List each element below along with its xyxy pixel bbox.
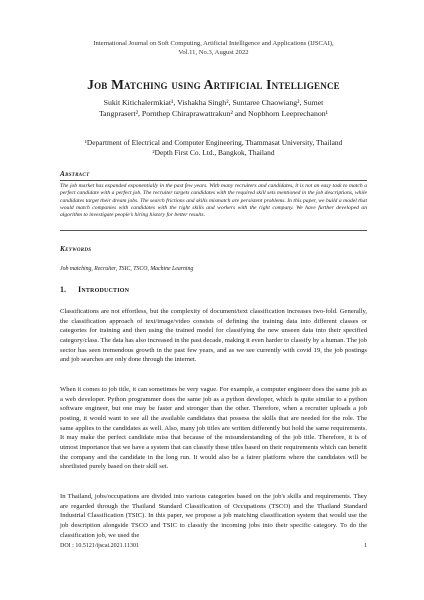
- page-number: 1: [364, 543, 367, 549]
- keywords-text: Job matching, Recruiter, TSIC, TSCO, Machine Learning: [60, 266, 194, 272]
- section-title: Introduction: [78, 285, 130, 294]
- abstract-bottom-rule: [60, 230, 367, 231]
- section-number: 1.: [60, 285, 66, 294]
- paper-title: Job Matching using Artificial Intelligence: [87, 77, 340, 92]
- keywords-heading: Keywords: [60, 245, 92, 253]
- intro-paragraph: When it comes to job title, it can sometimes be very vague. For example, a computer engineer does the same job as a web developer. Python programmer does the same job as a python developer, which is quite similar to a python software engineer, but one may be faster and stronger than the other. Therefore, when a recruiter uploads a job posting, it would want to see all the available candidates that possess the skills that are needed for the role. The same applies to the candidates as well. Also, many job titles are written differently but hold the same requirements. It may make the perfect candidate miss that because of the misunderstanding of the job title. Therefore, it is of utmost importance that we have a system that can classify these titles based on their requirements which can benefit the company and the candidate in the long run. It would also be a fairer platform where the candidates will be shortlisted purely based on their skill set.: [60, 386, 367, 471]
- abstract-top-rule: [60, 180, 367, 181]
- abstract-text: The job market has expanded exponentially in the past few years. With many recruiters and candidates, it is not an easy task to match a perfect candidate with a perfect job. The recruiter targets candidates with the required skill sets mentioned in the job descriptions, while candidates target their dream jobs. The search frictions and skills mismatch are persistent problems. In this paper, we build a model that would match companies with candidates with the right skills and workers with the right company. We have further developed an algorithm to investigate people’s hiring history for better results.: [60, 183, 367, 219]
- affiliation-line-1: ¹Department of Electrical and Computer Engineering, Thammasat University, Thailand: [84, 138, 343, 147]
- author-list: [60, 98, 367, 119]
- affiliation-line-2: ²Depth First Co. Ltd., Bangkok, Thailand: [152, 147, 275, 157]
- author-line-1: Sukit Kitichalermkiat¹, Vishakha Singh², Suntaree Chaowiang², Sumet: [103, 98, 324, 107]
- affiliations: [60, 138, 367, 157]
- intro-paragraph: Classifications are not effortless, but the complexity of document/text classification increases two-fold. Generally, the classification approach of text/image/video consists of defining the training data into different classes or categories for training and then using the trained model for classifying the new unseen data into their specified category/class. The data has also increased in the past decade, making it even harder to classify by a human. The job sector has seen tremendous growth in the past few years, and as we see currently with covid 19, the job postings and job searches are only done through the internet.: [60, 308, 367, 364]
- abstract-heading: Abstract: [60, 170, 90, 178]
- doi-label: DOI : 10.5121/ijscai.2021.11301: [60, 543, 139, 549]
- intro-paragraph: In Thailand, jobs/occupations are divided into various categories based on the job's skills and requirements. They are regarded through the Thailand Standard Classification of Occupations (TSCO) and the Thailand Standard Industrial Classification (TSIC). In this paper, we propose a job matching classification system that would use the job description alongside TSCO and TSIC to classify the incoming jobs into their specific category. To do the classification job, we used the: [60, 493, 367, 539]
- page-footer: [60, 543, 367, 549]
- author-line-2: Tangprasert², Pornthep Chiraprawattrakun² and Nopbhorn Leeprechanon¹: [98, 108, 329, 118]
- journal-header: [60, 40, 367, 57]
- section-heading-introduction: [60, 285, 129, 294]
- journal-line-2: Vol.11, No.3, August 2022: [178, 48, 249, 56]
- journal-line-1: International Journal on Soft Computing, Artificial Intelligence and Applications (IJSCAI),: [93, 40, 334, 47]
